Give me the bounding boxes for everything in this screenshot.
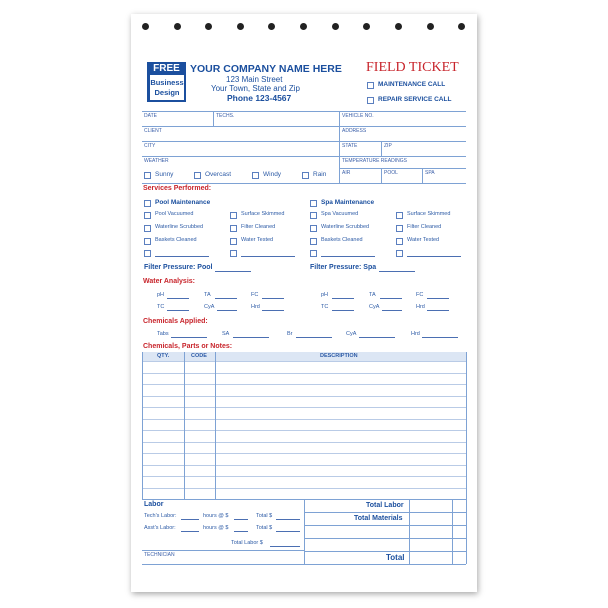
rule: [142, 183, 466, 184]
spa-hrd-line[interactable]: [427, 310, 449, 311]
spa-temp-field-label: SPA: [425, 170, 435, 176]
notes-table-row[interactable]: [142, 419, 466, 420]
pool-other2-checkbox[interactable]: [230, 250, 237, 257]
services-heading: Services Performed:: [143, 185, 212, 192]
punch-hole-icon: [427, 23, 434, 30]
rule: [304, 499, 305, 564]
pool-cya-label: CyA: [204, 304, 215, 310]
asst-hours-label: hours @ $: [203, 525, 229, 531]
punch-hole-icon: [237, 23, 244, 30]
maintenance-call-label: MAINTENANCE CALL: [378, 81, 446, 88]
pool-other1-checkbox[interactable]: [144, 250, 151, 257]
punch-hole-icon: [363, 23, 370, 30]
qty-column-header: QTY.: [157, 353, 170, 359]
chem-cya-line[interactable]: [359, 337, 395, 338]
rule: [142, 352, 143, 499]
notes-table-row[interactable]: [142, 407, 466, 408]
pool-vacuumed-label: Pool Vacuumed: [155, 211, 194, 217]
rule: [304, 525, 466, 526]
company-city: Your Town, State and Zip: [211, 84, 300, 93]
spa-cya-label: CyA: [369, 304, 380, 310]
state-field-label: STATE: [342, 143, 358, 149]
chem-hrd-line[interactable]: [422, 337, 458, 338]
pool-tested-label: Water Tested: [241, 237, 274, 243]
rule: [422, 168, 423, 183]
weather-overcast-label: Overcast: [205, 171, 232, 178]
weather-rain-checkbox[interactable]: [302, 172, 309, 179]
spa-cya-line[interactable]: [382, 310, 402, 311]
total-labor-sum-line[interactable]: [270, 546, 300, 547]
rule: [304, 538, 466, 539]
pool-maintenance-checkbox[interactable]: [144, 200, 151, 207]
total-labor-sum-label: Total Labor $: [231, 540, 263, 546]
chemicals-applied-heading: Chemicals Applied:: [143, 318, 208, 325]
pool-ph-label: pH: [157, 292, 165, 298]
pool-ta-label: TA: [204, 292, 211, 298]
client-field-label: CLIENT: [144, 128, 162, 134]
company-street: 123 Main Street: [226, 75, 283, 84]
repair-call-label: REPAIR SERVICE CALL: [378, 96, 452, 103]
notes-table-row[interactable]: [142, 373, 466, 374]
pool-hrd-line[interactable]: [262, 310, 284, 311]
punch-hole-icon: [458, 23, 465, 30]
technician-label: TECHNICIAN: [144, 552, 175, 558]
notes-table-row[interactable]: [142, 488, 466, 489]
chem-cya-label: CyA: [346, 331, 357, 337]
date-field-label: DATE: [144, 113, 157, 119]
pool-tc-label: TC: [157, 304, 165, 310]
pool-skimmed-label: Surface Skimmed: [241, 211, 285, 217]
spa-skimmed-label: Surface Skimmed: [407, 211, 451, 217]
rule: [381, 168, 382, 183]
weather-overcast-checkbox[interactable]: [194, 172, 201, 179]
spa-waterline-checkbox[interactable]: [310, 225, 317, 232]
pool-fc-line[interactable]: [262, 298, 284, 299]
rule: [142, 550, 304, 551]
rule: [409, 499, 410, 564]
pool-other1-line[interactable]: [155, 256, 209, 257]
rule: [142, 111, 466, 112]
tech-hours-line[interactable]: [181, 519, 199, 520]
weather-field-label: WEATHER: [144, 158, 169, 164]
logo-line1: Business: [150, 78, 184, 87]
spa-ph-label: pH: [321, 292, 329, 298]
filter-pressure-spa-line[interactable]: [379, 271, 415, 272]
spa-maintenance-title: Spa Maintenance: [321, 199, 375, 206]
rule: [215, 352, 216, 499]
notes-table-row[interactable]: [142, 430, 466, 431]
rule: [304, 512, 466, 513]
pool-maintenance-title: Pool Maintenance: [155, 199, 211, 206]
pool-temp-field-label: POOL: [384, 170, 398, 176]
spa-hrd-label: Hrd: [416, 304, 425, 310]
total-labor-label: Total Labor: [366, 502, 404, 509]
pool-filter-checkbox[interactable]: [230, 225, 237, 232]
tech-rate-line[interactable]: [234, 519, 248, 520]
tech-total-label: Total $: [256, 513, 273, 519]
rule: [142, 141, 466, 142]
weather-windy-label: Windy: [263, 171, 282, 178]
zip-field-label: ZIP: [384, 143, 392, 149]
vehicle-field-label: VEHICLE NO.: [342, 113, 374, 119]
rule: [466, 352, 467, 499]
notes-table-row[interactable]: [142, 465, 466, 466]
pool-ta-line[interactable]: [215, 298, 237, 299]
pool-skimmed-checkbox[interactable]: [230, 212, 237, 219]
techs-field-label: TECHS.: [216, 113, 235, 119]
chem-sa-label: SA: [222, 331, 230, 337]
tech-labor-label: Tech's Labor:: [144, 513, 177, 519]
spa-waterline-label: Waterline Scrubbed: [321, 224, 370, 230]
spa-other1-checkbox[interactable]: [310, 250, 317, 257]
company-phone: Phone 123-4567: [227, 93, 292, 103]
filter-pressure-spa-label: Filter Pressure: Spa: [310, 264, 377, 271]
spa-baskets-checkbox[interactable]: [310, 238, 317, 245]
asst-total-label: Total $: [256, 525, 273, 531]
rule: [142, 156, 466, 157]
spa-filter-label: Filter Cleaned: [407, 224, 442, 230]
spa-filter-checkbox[interactable]: [396, 225, 403, 232]
code-column-header: CODE: [191, 353, 207, 359]
company-name: YOUR COMPANY NAME HERE: [190, 63, 342, 75]
filter-pressure-pool-label: Filter Pressure: Pool: [144, 264, 213, 271]
pool-filter-label: Filter Cleaned: [241, 224, 276, 230]
rule: [452, 499, 453, 564]
tech-total-line[interactable]: [276, 519, 300, 520]
address-field-label: ADDRESS: [342, 128, 367, 134]
description-column-header: DESCRIPTION: [320, 353, 358, 359]
filter-pressure-pool-line[interactable]: [215, 271, 251, 272]
rule: [466, 499, 467, 564]
spa-tested-label: Water Tested: [407, 237, 440, 243]
spa-skimmed-checkbox[interactable]: [396, 212, 403, 219]
punch-hole-icon: [174, 23, 181, 30]
rule: [213, 111, 214, 126]
logo-free: FREE: [153, 63, 180, 74]
spa-vacuumed-label: Spa Vacuumed: [321, 211, 359, 217]
spa-tc-line[interactable]: [332, 310, 354, 311]
rule: [184, 352, 185, 499]
maintenance-call-checkbox[interactable]: [367, 82, 374, 89]
notes-table-row[interactable]: [142, 442, 466, 443]
weather-sunny-label: Sunny: [155, 171, 174, 178]
weather-sunny-checkbox[interactable]: [144, 172, 151, 179]
punch-hole-icon: [300, 23, 307, 30]
spa-baskets-label: Baskets Cleaned: [321, 237, 363, 243]
pool-waterline-label: Waterline Scrubbed: [155, 224, 204, 230]
air-field-label: AIR: [342, 170, 351, 176]
punch-hole-icon: [142, 23, 149, 30]
rule: [142, 126, 466, 127]
logo-line2: Design: [154, 88, 180, 97]
total-materials-label: Total Materials: [354, 515, 403, 522]
business-logo: [147, 62, 186, 102]
spa-ta-line[interactable]: [380, 298, 402, 299]
rule: [304, 551, 466, 552]
punch-hole-icon: [395, 23, 402, 30]
pool-ph-line[interactable]: [167, 298, 189, 299]
spa-fc-line[interactable]: [427, 298, 449, 299]
notes-table-row[interactable]: [142, 476, 466, 477]
chem-hrd-label: Hrd: [411, 331, 420, 337]
city-field-label: CITY: [144, 143, 156, 149]
pool-tested-checkbox[interactable]: [230, 238, 237, 245]
chem-br-label: Br: [287, 331, 293, 337]
pool-vacuumed-checkbox[interactable]: [144, 212, 151, 219]
notes-table-row[interactable]: [142, 453, 466, 454]
weather-rain-label: Rain: [313, 171, 327, 178]
pool-other2-line[interactable]: [241, 256, 295, 257]
rule: [339, 168, 466, 169]
ticket-title: FIELD TICKET: [366, 60, 459, 75]
pool-fc-label: FC: [251, 292, 259, 298]
spa-other2-line[interactable]: [407, 256, 461, 257]
chem-br-line[interactable]: [296, 337, 332, 338]
pool-tc-line[interactable]: [167, 310, 189, 311]
pool-cya-line[interactable]: [217, 310, 237, 311]
asst-hours-line[interactable]: [181, 531, 199, 532]
pool-baskets-checkbox[interactable]: [144, 238, 151, 245]
weather-windy-checkbox[interactable]: [252, 172, 259, 179]
notes-table-row[interactable]: [142, 384, 466, 385]
asst-labor-label: Asst's Labor:: [144, 525, 176, 531]
asst-total-line[interactable]: [276, 531, 300, 532]
rule: [339, 111, 340, 183]
tech-hours-label: hours @ $: [203, 513, 229, 519]
punch-hole-icon: [332, 23, 339, 30]
punch-hole-icon: [205, 23, 212, 30]
notes-heading: Chemicals, Parts or Notes:: [143, 343, 233, 350]
spa-vacuumed-checkbox[interactable]: [310, 212, 317, 219]
notes-table-row[interactable]: [142, 396, 466, 397]
spa-ph-line[interactable]: [332, 298, 354, 299]
pool-hrd-label: Hrd: [251, 304, 260, 310]
spa-ta-label: TA: [369, 292, 376, 298]
repair-call-checkbox[interactable]: [367, 97, 374, 104]
temperature-field-label: TEMPERATURE READINGS: [342, 158, 407, 164]
spa-tested-checkbox[interactable]: [396, 238, 403, 245]
chem-sa-line[interactable]: [233, 337, 269, 338]
pool-waterline-checkbox[interactable]: [144, 225, 151, 232]
spa-other2-checkbox[interactable]: [396, 250, 403, 257]
labor-heading: Labor: [144, 501, 164, 508]
chem-tabs-line[interactable]: [171, 337, 207, 338]
spa-tc-label: TC: [321, 304, 329, 310]
grand-total-label: Total: [386, 553, 405, 562]
spa-fc-label: FC: [416, 292, 424, 298]
rule: [381, 141, 382, 156]
water-analysis-heading: Water Analysis:: [143, 278, 195, 285]
punch-hole-icon: [268, 23, 275, 30]
spa-maintenance-checkbox[interactable]: [310, 200, 317, 207]
notes-table-row[interactable]: [142, 361, 466, 362]
chem-tabs-label: Tabs: [157, 331, 169, 337]
pool-baskets-label: Baskets Cleaned: [155, 237, 197, 243]
rule: [142, 564, 466, 565]
asst-rate-line[interactable]: [234, 531, 248, 532]
spa-other1-line[interactable]: [321, 256, 375, 257]
